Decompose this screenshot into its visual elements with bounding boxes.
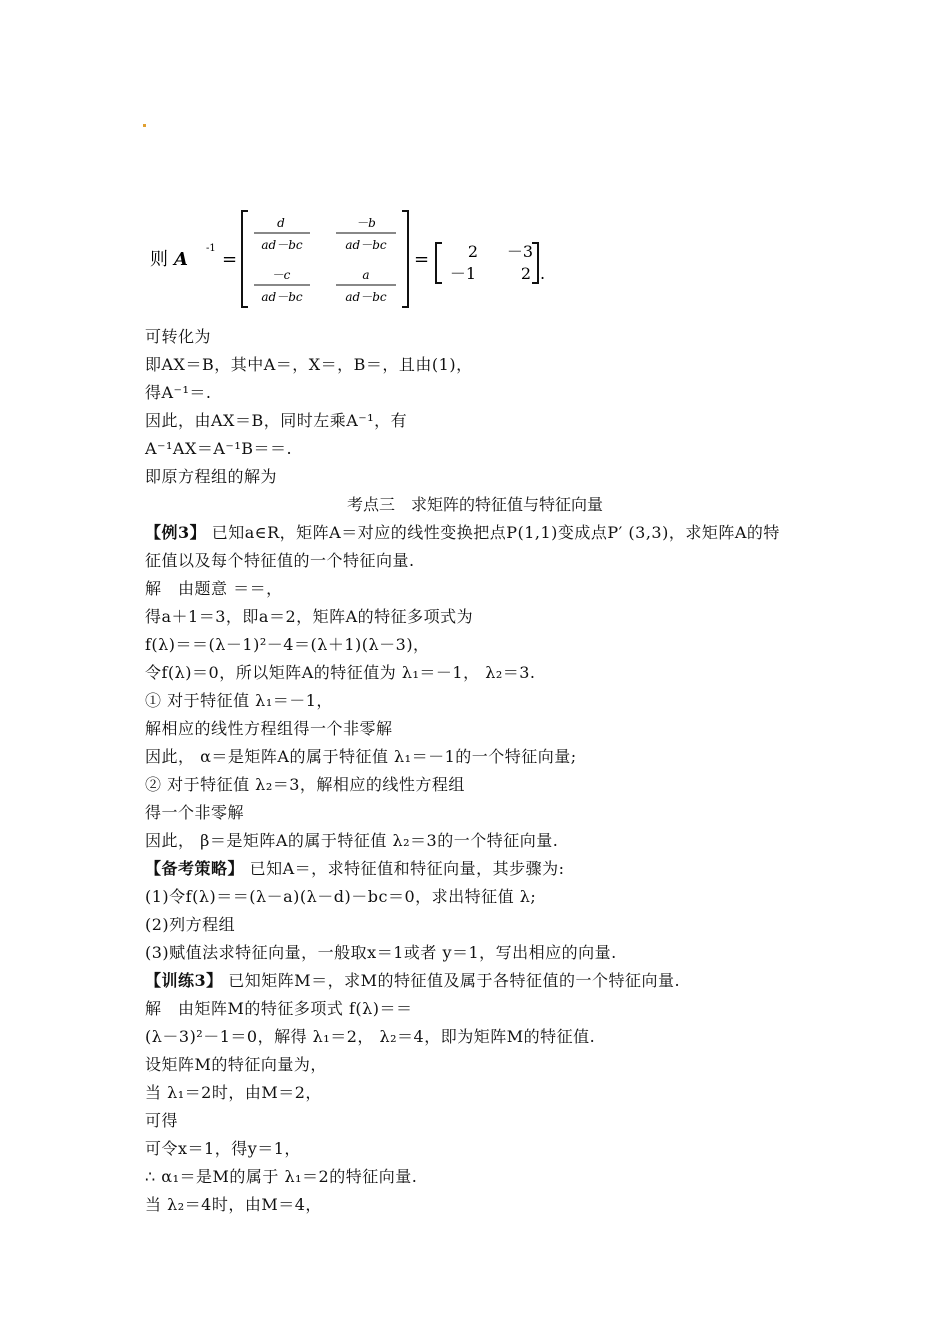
cell-22-num: a: [362, 268, 370, 282]
training3-text: 已知矩阵M＝，求M的特征值及属于各特征值的一个特征向量.: [228, 971, 681, 990]
formula-sup: -1: [206, 243, 216, 254]
cell-21-num: －c: [271, 268, 291, 282]
example3-tag: 【例3】: [145, 523, 207, 542]
training-solution-line: 当 λ₁＝2时，由M＝2，: [145, 1083, 322, 1102]
example3-text: 已知a∈R，矩阵A＝对应的线性变换把点P(1,1)变成点P′ (3,3)，求矩阵A的特: [211, 523, 780, 542]
example3-line1: [145, 523, 780, 543]
result-left-bracket: [436, 243, 442, 283]
decorative-dot: [143, 124, 146, 127]
text-line: 即原方程组的解为: [145, 467, 278, 486]
strategy-tag: 【备考策略】: [145, 859, 245, 878]
strategy-text: 已知A＝，求特征值和特征向量，其步骤为:: [249, 859, 565, 878]
formula-eq: =: [222, 249, 238, 270]
inverse-matrix-formula: [148, 205, 568, 315]
matrix-formula-svg: [148, 205, 568, 315]
strategy-step: (1)令f(λ)＝＝(λ－a)(λ－d)－bc＝0，求出特征值 λ;: [145, 887, 537, 906]
formula-suffix: .: [540, 264, 546, 283]
text-line: A⁻¹AX＝A⁻¹B＝＝.: [145, 439, 293, 458]
solution-line: 解 由题意 ＝＝，: [145, 579, 283, 598]
training-solution-line: (λ－3)²－1＝0，解得 λ₁＝2， λ₂＝4，即为矩阵M的特征值.: [145, 1027, 596, 1046]
example3-line2: 征值以及每个特征值的一个特征向量.: [145, 551, 415, 570]
training-solution-line: ∴ α₁＝是M的属于 λ₁＝2的特征向量.: [145, 1167, 418, 1186]
training-solution-line: 设矩阵M的特征向量为，: [145, 1055, 327, 1074]
solution-line: 得a＋1＝3，即a＝2，矩阵A的特征多项式为: [145, 607, 474, 626]
result-22: 2: [520, 264, 532, 283]
text-line: 因此，由AX＝B，同时左乘A⁻¹，有: [145, 411, 408, 430]
training-solution-line: 当 λ₂＝4时，由M＝4，: [145, 1195, 322, 1214]
strategy-step: (2)列方程组: [145, 915, 236, 934]
cell-12-den: ad－bc: [345, 238, 387, 252]
training3-tag: 【训练3】: [145, 971, 223, 990]
solution-line: f(λ)＝＝(λ－1)²－4＝(λ＋1)(λ－3)，: [145, 635, 430, 654]
result-12: －3: [506, 242, 534, 261]
right-bracket: [402, 211, 408, 307]
strategy-step: (3)赋值法求特征向量，一般取x＝1或者 y＝1，写出相应的向量.: [145, 943, 617, 962]
solution-line: 因此， β＝是矩阵A的属于特征值 λ₂＝3的一个特征向量.: [145, 831, 559, 850]
formula-prefix: 则: [150, 249, 168, 270]
solution-line: 解相应的线性方程组得一个非零解: [145, 719, 393, 738]
cell-22-den: ad－bc: [345, 290, 387, 304]
strategy-line1: [145, 859, 565, 879]
cell-21-den: ad－bc: [261, 290, 303, 304]
text-line: 得A⁻¹＝.: [145, 383, 212, 402]
solution-line: 令f(λ)＝0，所以矩阵A的特征值为 λ₁＝－1， λ₂＝3.: [145, 663, 536, 682]
training3-line1: [145, 971, 680, 991]
cell-11-num: d: [277, 216, 285, 230]
formula-eq2: =: [414, 249, 430, 270]
solution-line: ② 对于特征值 λ₂＝3，解相应的线性方程组: [145, 775, 465, 794]
formula-var: A: [174, 249, 188, 270]
text-line: 可转化为: [145, 327, 212, 346]
training-solution-line: 可得: [145, 1111, 179, 1130]
training-solution-line: 可令x＝1，得y＝1，: [145, 1139, 301, 1158]
cell-11-den: ad－bc: [261, 238, 303, 252]
result-11: 2: [467, 242, 479, 261]
solution-line: 因此， α＝是矩阵A的属于特征值 λ₁＝－1的一个特征向量;: [145, 747, 577, 766]
solution-line: ① 对于特征值 λ₁＝－1，: [145, 691, 333, 710]
training-solution-line: 解 由矩阵M的特征多项式 f(λ)＝＝: [145, 999, 413, 1018]
solution-line: 得一个非零解: [145, 803, 245, 822]
left-bracket: [242, 211, 248, 307]
cell-12-num: －b: [356, 216, 376, 230]
result-21: －1: [449, 264, 477, 283]
section-heading: 考点三 求矩阵的特征值与特征向量: [346, 495, 603, 514]
text-line: 即AX＝B，其中A＝，X＝，B＝，且由(1)，: [145, 355, 473, 374]
